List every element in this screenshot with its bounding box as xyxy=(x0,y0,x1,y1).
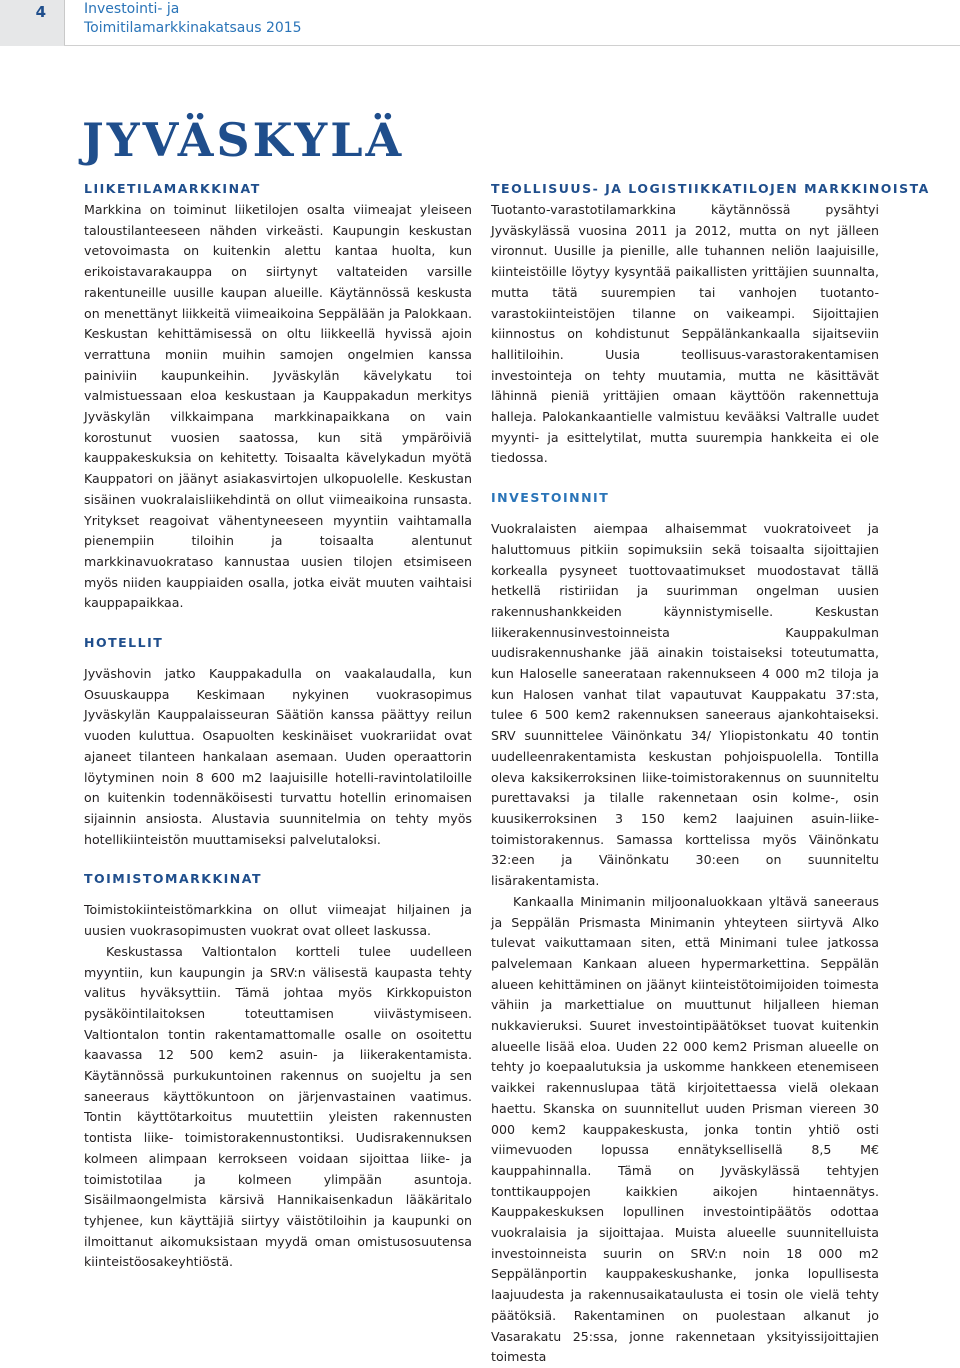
section-heading-investoinnit: INVESTOINNIT xyxy=(491,490,610,506)
section-text-liiketila: Markkina on toiminut liiketilojen osalta viimeajat yleiseen taloustilanteeseen nähden virkeästi. Kaupungin keskustan vetovoimasta on kuitenkin alettu kantaa huolta, kun erikoistavarakauppa on siirtynyt valtateiden varsille rakentuneille uusille kaupan alueille. Käytännössä keskusta on menettänyt liikkeitä viimeaikoina Seppälään ja Palokkaan. Keskustan kehittämisessä on oltu liikkeellä hyvissä ajoin verrattuna moniin muihin samojen ongelmien kanssa painiviin kaupunkeihin. Jyväskylän kävelykatu toi valmistuessaan eloa keskustaan ja Kauppakadun merkitys Jyväskylän vilkkaimpana markkinapaikkana on vain korostunut vuosien saatossa, kun sitä ympäröiviä kauppakeskuksia on kehitetty. Toisaalta kävelykadun myötä Kauppatori on jäänyt asiakasvirtojen ulkopuolelle. Keskustan sisäinen vuokralaisliikehdintä on ollut viimeaikoina runsasta. Yritykset reagoivat vähentyneeseen myyntiin vaihtamalla pienempiin tiloihin ja toisaalta alentunut markkinavuokrataso kannustaa uusien tilojen etsimiseen myös niiden kauppiaiden osalla, jotka eivät muuten vaihtaisi kauppapaikkaa. xyxy=(84,202,472,611)
section-text-hotellit: Jyväshovin jatko Kauppakadulla on vaakalaudalla, kun Osuuskauppa Keskimaan nykyinen vuokrasopimus Jyväskylän Kauppalaisseuran Säätiön kanssa päättyy reilun vuoden kuluttua. Osapuolten keskinäiset vuokrariidat ovat ajaneet tilanteen hankalaan asemaan. Uuden operaattorin löytyminen noin 8 600 m2 laajuisille hotelli-ravintolatiloille on kuitenkin todennäköisesti turvattu hotellin erinomaisen sijainnin ansiosta. Alustavia suunnitelmia on tehty myös hotellikiinteistön muuttamiseksi palvelutaloksi. xyxy=(84,666,472,847)
section-text-teollisuus: Tuotanto-varastotilamarkkina käytännössä pysähtyi Jyväskylässä vuosina 2011 ja 2012, mutta on nyt jälleen vironnut. Uusille ja pienille, alle tuhannen neliön laajuisille, kiinteistöille löytyy kysyntää paikallisten yrittäjien suunnalta, mutta tätä suurempien tai vanhojen tuotanto-varastokiinteistöjen tilanne on vaikeampi. Sijoittajien kiinnostus on kohdistunut Seppälänkankaalla sijaitseviin hallitiloihin. Uusia teollisuus-varastorakentamisen investointeja on tehty muutamia, mutta ne käsittävät lähinnä pieniä yrittäjien omaan käyttöön rakennettuja halleja. Palokankaantielle valmistuu kevääksi Valtralle uudet myynti- ja esittelytilat, mutta suurempia hankkeita ei ole tiedossa. xyxy=(491,202,879,466)
section-heading-hotellit: HOTELLIT xyxy=(84,635,164,651)
section-text-toimisto-1: Toimistokiinteistömarkkina on ollut viimeajat hiljainen ja uusien vuokrasopimusten vuokrat ovat olleet laskussa. xyxy=(84,902,472,939)
page-number-box xyxy=(0,0,65,46)
section-text-investoinnit-2: Kankaalla Minimanin miljoonaluokkaan yltävä saneeraus ja Seppälän Prismasta Minimanin yhteyteen siirtyvä Alko tulevat vaikuttamaan siten, että Minimani tulee jatkossa palvelemaan Kankaan alueen hypermarkettina. Seppälän alueen kehittäminen on jäänyt kiinteistötoimijoiden toimesta vähiin ja markettialue on muuttunut hiljalleen hieman nukkavieruksi. Suuret investointipäätökset tuovat kuitenkin alueelle lisää eloa. Uuden 22 000 kem2 Prisman alueelle on tehty jo koepaalutuksia ja uskomme hankkeen etenemiseen vaikkei rakennuslupaa tätä kirjoitettaessa vielä olekaan haettu. Skanska on suunnitellut uuden Prisman viereen 30 000 kem2 kauppakeskusta, jonka tontin yhtiö osti viimevuoden lopussa ennätyksellisellä 8,5 M€ kauppahinnalla. Tämä on Jyväskylässä tehtyjen tonttikauppojen kaikkien aikojen hintaennätys. Kauppakeskuksen lopullinen investointipäätös odottaa vuokralaisia ja sijoittajaa. Muista alueelle suunnitelluista investoinneista suurin on SRV:n noin 18 000 m2 Seppälänportin kauppakeskushanke, jonka lopullisesta laajuudesta ja rakennusaikataulusta ei tosin ole vielä tehty päätöksiä. Rakentaminen on puolestaan alkanut jo Vasarakatu 25:ssa, jonne rakennetaan yksityissijoittajien toimesta xyxy=(491,893,879,1365)
page-title: JYVÄSKYLÄ xyxy=(82,112,405,167)
right-column xyxy=(491,178,930,1368)
running-header xyxy=(84,0,302,38)
section-text-investoinnit-1: Vuokralaisten aiempaa alhaisemmat vuokratoiveet ja haluttomuus pitkiin sopimuksiin sekä toisaalta sijoittajien korkealla pysyneet tuottovaatimukset muodostavat tällä hetkellä ristiriidan ja suurimman ongelman uusien rakennushankkeiden käynnistymiselle. Keskustan liikerakennusinvestoinneista Kauppakulman uudisrakennushanke jää ainakin toistaiseksi toteutumatta, kun Haloselle saneerataan rakennukseen 4 000 m2 tiloja ja kun Halosen vanhat tilat vapautuvat Kauppakatu 37:sta, tulee 6 500 kem2 rakennuksen saneeraus ajankohtaiseksi. SRV suunnittelee Väinönkatu 34/ Yliopistonkatu 40 tontin uudelleenrakentamista keskustan pohjoispuolella. Tontilla oleva kaksikerroksinen liike-toimistorakennus on suunniteltu purettavaksi ja tilalle rakennetaan osin kolme-, osin kuusikerroksinen 3 150 kem2 laajuinen asuin-liike-toimistorakennus. Samassa korttelissa myös Väinönkatu 32:een ja Väinönkatu 30:een on suunniteltu lisärakentamista. xyxy=(491,521,879,889)
publication-title-line2: Toimitilamarkkinakatsaus 2015 xyxy=(84,20,302,36)
section-heading-liiketila: LIIKETILAMARKKINAT xyxy=(84,181,261,196)
left-column xyxy=(84,178,472,1273)
section-text-toimisto-2: Keskustassa Valtiontalon kortteli tulee uudelleen myyntiin, kun kaupungin ja SRV:n välisestä kaupasta tehty valitus hyväksyttiin. Tämä johtaa myös Kirkkopuiston pysäköintilaitoksen toteuttamisen viivästymiseen. Valtiontalon tontin rakentamattomalle osalle on osoitettu kaavassa 12 500 kem2 asuin- ja liikerakentamista. Käytännössä purkukuntoinen rakennus on suojeltu ja sen saneeraus käyttökuntoon on järjenvastainen vaatimus. Tontin käyttötarkoitus muutettiin yleisten rakennusten tontista liike- toimistorakennustontiksi. Uudisrakennuksen kolmeen alimpaan kerrokseen voidaan sijoittaa liike- ja toimistotilaa ja kolmeen ylimpään asuntoja. Sisäilmaongelmista kärsivä Hannikaisenkadun lääkäritalo tyhjenee, kun käyttäjiä siirtyy väistötiloihin ja kaupunki on ilmoittanut aikomuksistaan myydä oman omistusosuutensa kiinteistöosakeyhtiöstä. xyxy=(84,943,472,1270)
header-divider xyxy=(64,45,960,46)
page-number: 4 xyxy=(35,3,46,21)
section-heading-teollisuus: TEOLLISUUS- JA LOGISTIIKKATILOJEN MARKKINOISTA xyxy=(491,181,930,196)
publication-title-line1: Investointi- ja xyxy=(84,1,180,17)
section-heading-toimisto: TOIMISTOMARKKINAT xyxy=(84,871,263,887)
page-header xyxy=(0,0,960,46)
